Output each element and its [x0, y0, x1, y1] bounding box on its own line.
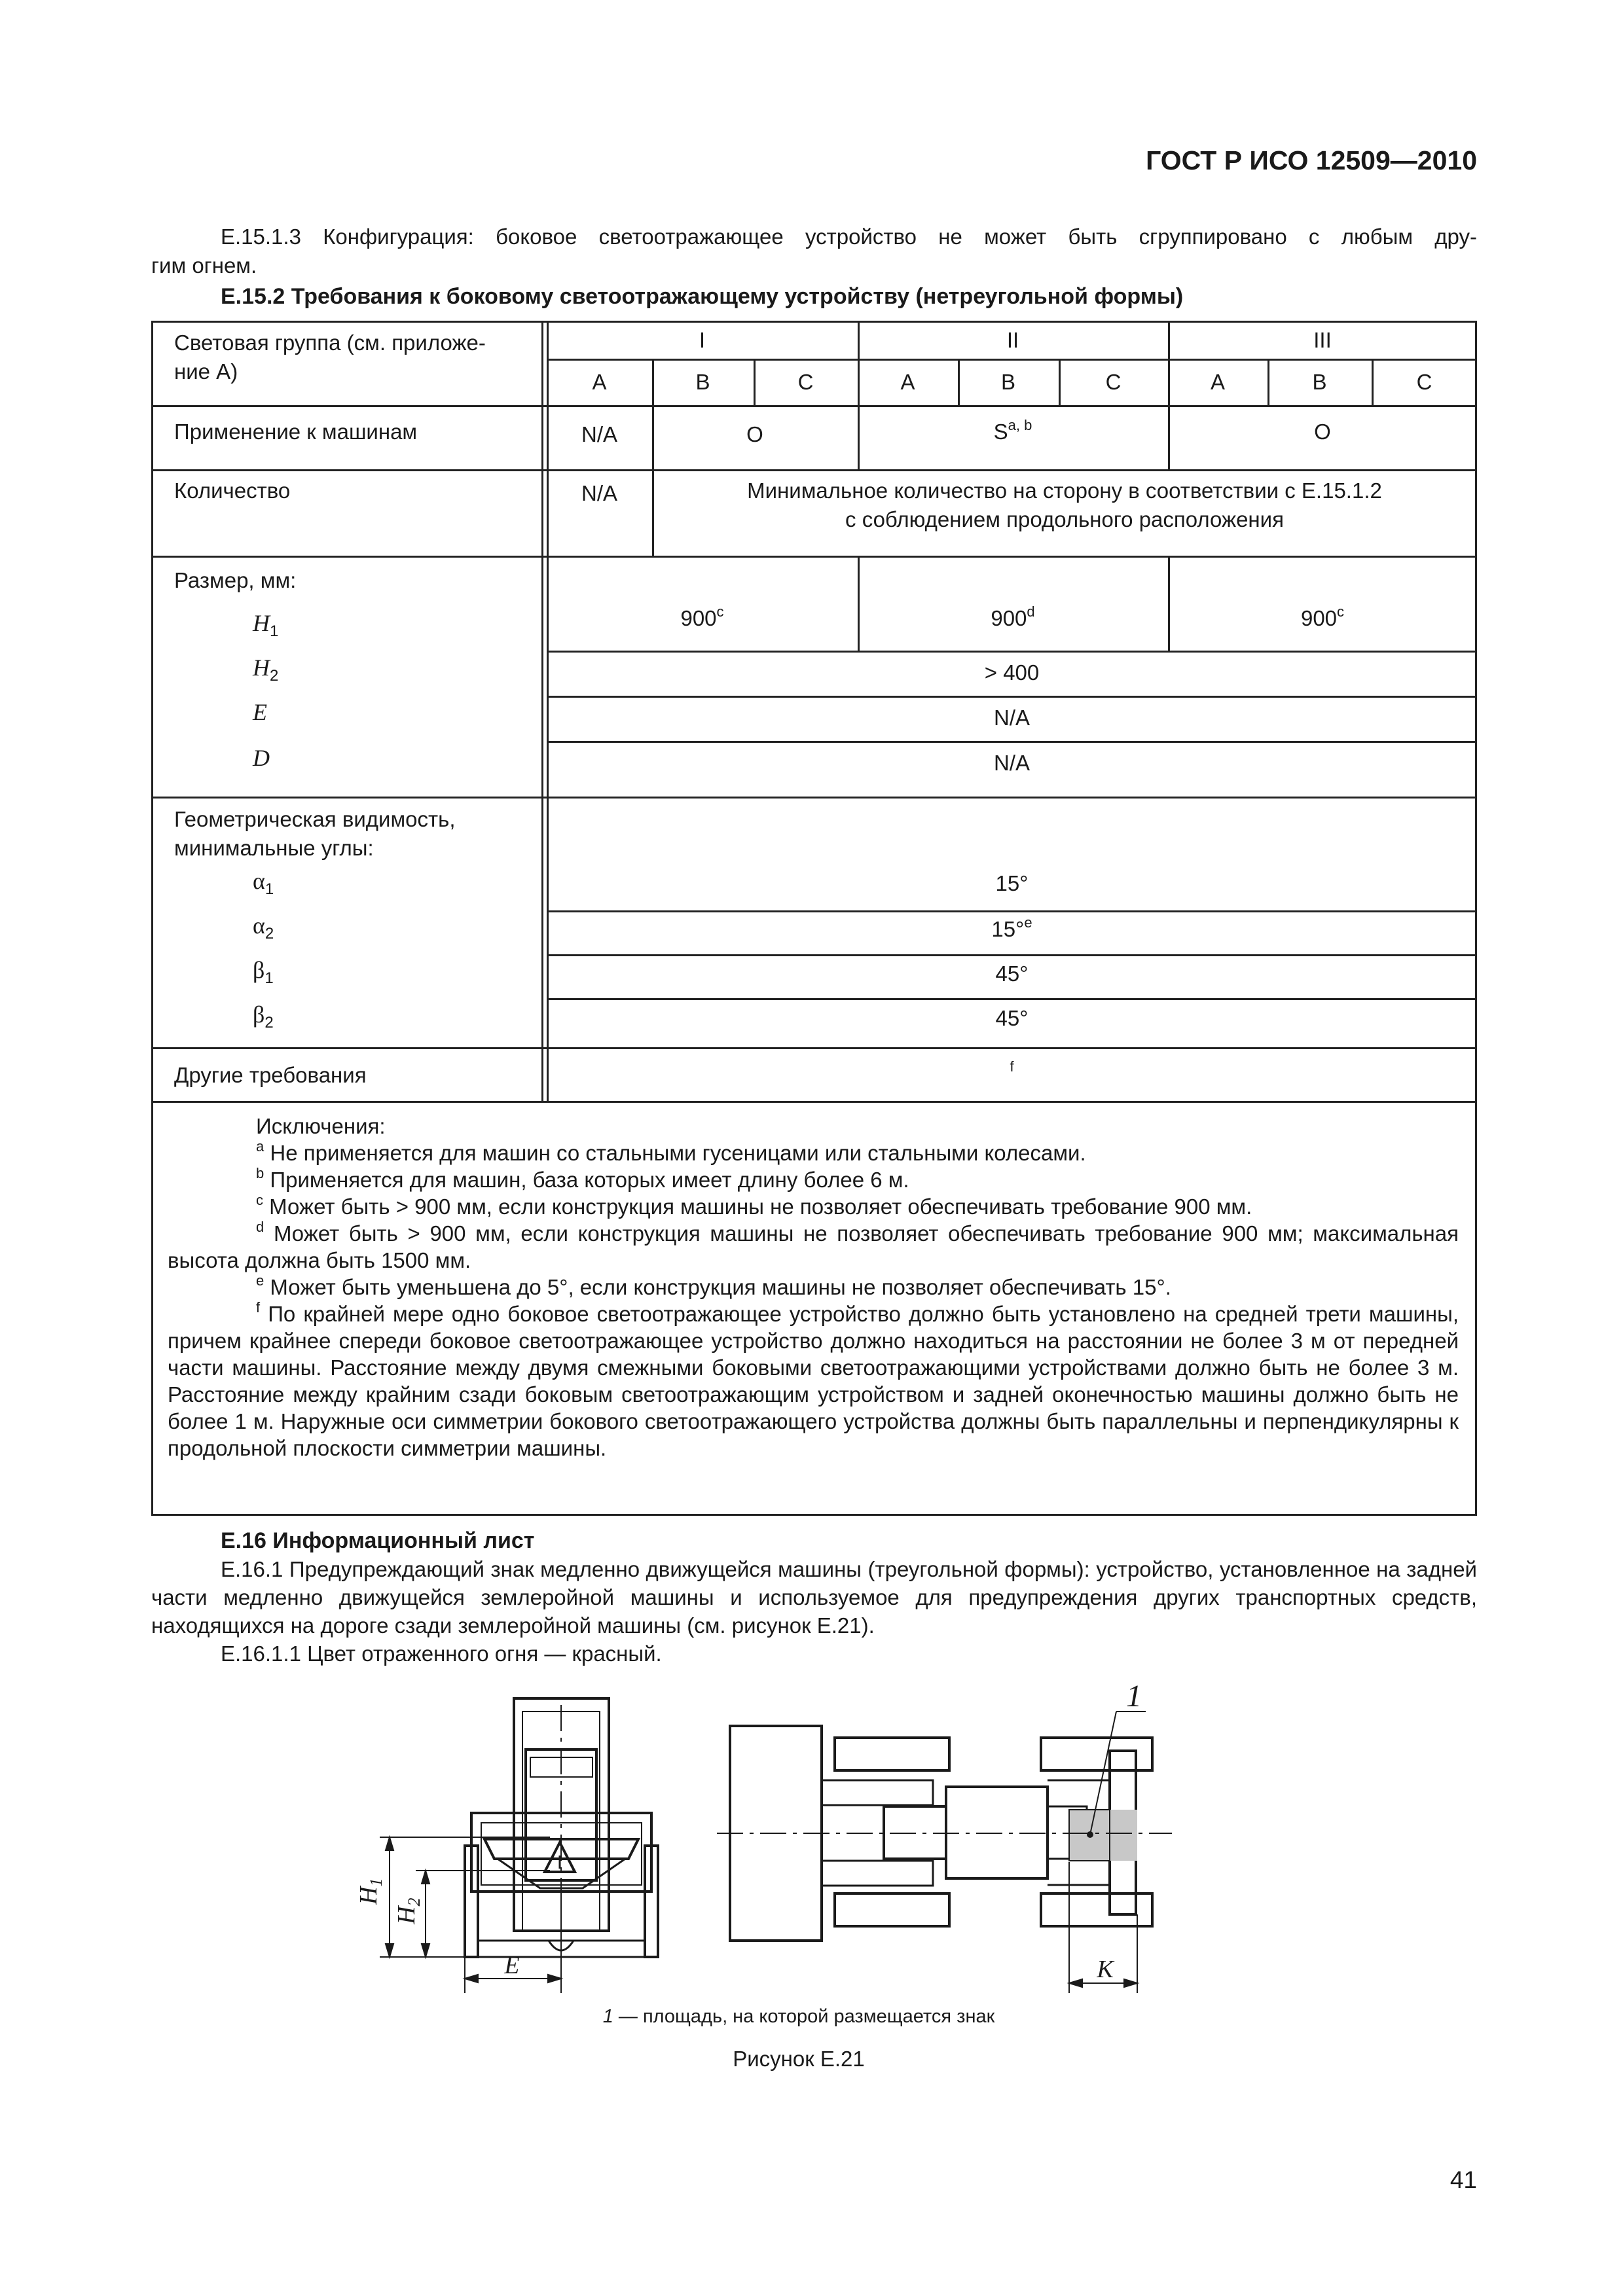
note-d: $^d$ Может быть > 900 мм, если конструкция машины не позволяет обеспечивать требование 900 мм; максимальная высота должна быть 1500 мм. [168, 1219, 1459, 1272]
light-group-label: Световая группа (см. приложе- ние А) [174, 331, 486, 384]
note-a: $^a$ Не применяется для машин со стальными гусеницами или стальными колесами. [256, 1138, 1086, 1165]
application-iii: O [1314, 420, 1331, 444]
subgroup-ii-a: A [900, 370, 915, 394]
quantity-text: Минимальное количество на сторону в соответствии с Е.15.1.2 с соблюдением продольного расположения [747, 478, 1382, 531]
note-c: $^c$ Может быть > 900 мм, если конструкция машины не позволяет обеспечивать требование 900 мм. [256, 1192, 1252, 1219]
application-label: Применение к машинам [174, 420, 418, 444]
e-value: N/A [993, 706, 1030, 730]
other-requirements-value: f [1010, 1058, 1014, 1075]
symbol-d: D [253, 745, 270, 771]
quantity-label: Количество [174, 478, 291, 503]
subgroup-i-c: C [797, 370, 814, 394]
alpha2-value: 15°$^e$ [991, 914, 1032, 941]
h2-value: > 400 [984, 660, 1040, 685]
application-i-a: N/A [581, 422, 617, 446]
table-notes [151, 1113, 1477, 1462]
subgroup-i-a: A [592, 370, 607, 394]
page-number: 41 [1450, 2166, 1477, 2193]
note-e: $^e$ Может быть уменьшена до 5°, если конструкция машины не позволяет обеспечивать 15°. [256, 1272, 1171, 1299]
dim-label-k: K [1097, 1956, 1114, 1983]
document-id: ГОСТ Р ИСО 12509—2010 [1146, 145, 1477, 175]
requirements-table [151, 321, 1477, 1516]
subgroup-iii-a: A [1210, 370, 1225, 394]
clause-e15-1-3-line2: гим огнем. [151, 253, 257, 278]
other-requirements-label: Другие требования [174, 1063, 367, 1087]
figure-caption: Рисунок Е.21 [733, 2047, 865, 2071]
subgroup-ii-b: B [1000, 370, 1015, 394]
quantity-i-a: N/A [581, 481, 617, 505]
heading-e15-2: Е.15.2 Требования к боковому светоотражающему устройству (нетреугольной формы) [221, 284, 1184, 309]
h1-group-i: 900$^c$ [680, 603, 724, 630]
symbol-beta1: $\beta_1$ [253, 957, 274, 987]
application-i-bc: O [746, 422, 763, 446]
application-ii: S$^{a, b}$ [993, 417, 1032, 444]
dim-label-e: E [504, 1952, 520, 1979]
dim-label-h1: $H_1$ [355, 1878, 386, 1905]
note-b: $^b$ Применяется для машин, база которых имеет длину более 6 м. [256, 1165, 909, 1192]
clause-e15-1-3 [151, 223, 1477, 280]
clause-e16-1: Е.16.1 Предупреждающий знак медленно движущейся машины (треугольной формы): устройство, установленное на задней части медленно движущейся землеройной машины и используемое для предупреждения других транспортных средств, находящихся на дороге сзади землеройной машины (см. рисунок Е.21). [151, 1557, 1477, 1638]
clause-e15-1-3-line1: Е.15.1.3 Конфигурация: боковое светоотражающее устройство не может быть сгруппировано с любым дру- [221, 224, 1477, 249]
subgroup-i-b: B [695, 370, 710, 394]
symbol-h1: $H_1$ [253, 610, 279, 640]
group-i: I [699, 328, 706, 352]
dim-label-h2: $H_2$ [393, 1897, 424, 1924]
clause-e16-1-1: Е.16.1.1 Цвет отраженного огня — красный. [221, 1641, 662, 1666]
sign-area-strip [1110, 1810, 1137, 1861]
symbol-alpha1: $\alpha_1$ [253, 868, 274, 898]
beta2-value: 45° [995, 1006, 1029, 1030]
symbol-alpha2: $\alpha_2$ [253, 912, 274, 942]
note-f: $^f$ По крайней мере одно боковое светоотражающее устройство должно быть установлено на средней трети машины, причем крайнее спереди боковое светоотражающее устройство должно находиться на расстоянии не более 3 м от передней части машины. Расстояние между двумя смежными боковыми светоотражающими устройствами должно быть не более 3 м. Расстояние между крайним сзади боковым светоотражающим устройством и задней оконечностью машины должно быть не более 1 м. Наружные оси симметрии бокового светоотражающего устройства должны быть параллельны и перпендикулярны к продольной плоскости симметрии машины. [168, 1299, 1459, 1460]
d-value: N/A [993, 751, 1030, 775]
figure-e21 [340, 1685, 1270, 1993]
beta1-value: 45° [995, 961, 1029, 986]
h1-group-iii: 900$^c$ [1300, 603, 1345, 630]
subgroup-iii-b: B [1312, 370, 1327, 394]
symbol-e: E [253, 699, 267, 725]
symbol-beta2: $\beta_2$ [253, 1001, 274, 1031]
visibility-label: Геометрическая видимость, минимальные углы: [174, 807, 456, 860]
h1-group-ii: 900$^d$ [991, 603, 1035, 630]
symbol-h2: $H_2$ [253, 655, 279, 685]
figure-legend: 1 — площадь, на которой размещается знак [602, 2006, 995, 2027]
group-iii: III [1313, 328, 1332, 352]
alpha1-value: 15° [995, 871, 1029, 895]
size-label: Размер, мм: [174, 568, 297, 592]
subgroup-ii-c: C [1105, 370, 1122, 394]
subgroup-iii-c: C [1416, 370, 1432, 394]
group-ii: II [1006, 328, 1019, 352]
notes-title: Исключения: [256, 1114, 386, 1138]
heading-e16: Е.16 Информационный лист [221, 1528, 535, 1553]
callout-number: 1 [1126, 1685, 1142, 1713]
